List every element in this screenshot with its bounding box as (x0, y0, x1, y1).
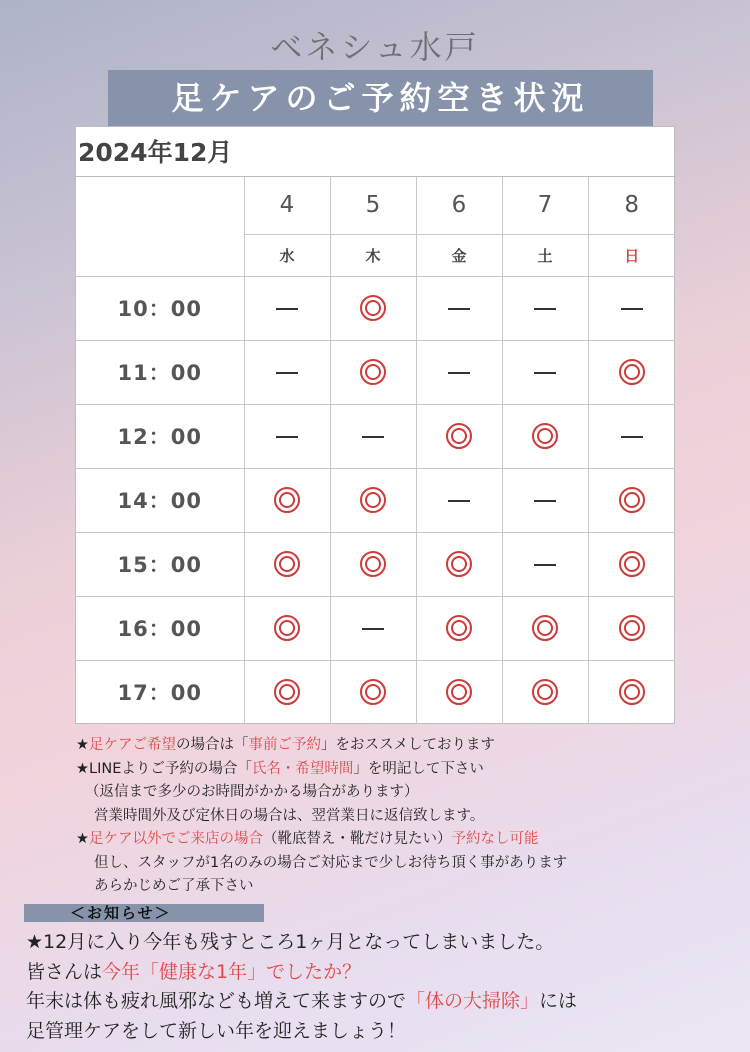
note-line: 但し、スタッフが1名のみの場合ご対応まで少しお待ち頂く事があります (94, 854, 568, 871)
time-label: 15：00 (76, 532, 244, 596)
time-label: 14：00 (76, 468, 244, 532)
time-label: 10：00 (76, 276, 244, 340)
available-mark-icon (360, 679, 386, 705)
news-text: 皆さんは (26, 960, 103, 983)
note-text: の場合は「 (176, 737, 249, 753)
available-mark-icon (274, 487, 300, 513)
slot-cell (502, 276, 588, 340)
slot-cell (330, 404, 416, 468)
availability-table (76, 177, 675, 724)
available-mark-icon (532, 423, 558, 449)
note-text: 」を明記して下さい (353, 760, 484, 777)
note-text: ★ (76, 737, 89, 753)
unavailable-dash-icon (534, 500, 556, 502)
date-header: 7 (502, 177, 588, 234)
slot-cell (588, 468, 675, 532)
slot-cell (244, 596, 330, 660)
time-label: 16：00 (76, 596, 244, 660)
unavailable-dash-icon (448, 500, 470, 502)
slot-cell (416, 596, 502, 660)
time-label: 11：00 (76, 340, 244, 404)
time-slot-row (76, 404, 675, 468)
note-line: 営業時間外及び定休日の場合は、翌営業日に返信致します。 (94, 807, 485, 824)
news-text: 年末は体も疲れ風邪なども増えて来ますので (26, 990, 407, 1012)
slot-cell (330, 468, 416, 532)
available-mark-icon (274, 679, 300, 705)
news-line (26, 987, 746, 1017)
note-line: （返信まで多少のお時間がかかる場合があります） (85, 784, 419, 800)
slot-cell (502, 404, 588, 468)
note-highlight: 足ケア以外でご来店の場合 (89, 831, 263, 847)
slot-cell (244, 404, 330, 468)
slot-cell (588, 276, 675, 340)
note-line (76, 758, 716, 782)
slot-cell (416, 660, 502, 724)
month-label: 2024年12月 (76, 127, 676, 177)
time-slot-row (76, 468, 675, 532)
time-slot-row (76, 660, 675, 724)
news-line: ★12月に入り今年も残すところ1ヶ月となってしまいました。 (26, 931, 555, 953)
slot-cell (244, 468, 330, 532)
date-header: 5 (330, 177, 416, 234)
available-mark-icon (446, 551, 472, 577)
slot-cell (588, 340, 675, 404)
news-body (26, 928, 746, 1046)
weekday-header: 木 (330, 234, 416, 276)
news-text: には (539, 990, 578, 1012)
time-slot-row (76, 596, 675, 660)
page-title-banner: 足ケアのご予約空き状況 (108, 70, 653, 126)
slot-cell (330, 596, 416, 660)
available-mark-icon (619, 487, 645, 513)
slot-cell (330, 340, 416, 404)
slot-cell (502, 532, 588, 596)
news-highlight: 今年「健康な1年」でしたか？ (102, 960, 362, 983)
available-mark-icon (619, 679, 645, 705)
available-mark-icon (619, 359, 645, 385)
date-header: 4 (244, 177, 330, 234)
note-highlight: 事前ご予約 (248, 737, 321, 753)
slot-cell (330, 532, 416, 596)
weekday-header: 金 (416, 234, 502, 276)
available-mark-icon (532, 679, 558, 705)
slot-cell (416, 276, 502, 340)
available-mark-icon (360, 551, 386, 577)
slot-cell (588, 660, 675, 724)
note-line: あらかじめご了承下さい (94, 878, 254, 894)
slot-cell (416, 468, 502, 532)
news-highlight: 「体の大掃除」 (406, 990, 540, 1012)
unavailable-dash-icon (276, 436, 298, 438)
time-label: 17：00 (76, 660, 244, 724)
date-header-row (76, 177, 675, 234)
slot-cell (330, 276, 416, 340)
unavailable-dash-icon (276, 308, 298, 310)
weekday-header-sunday: 日 (588, 234, 675, 276)
unavailable-dash-icon (448, 372, 470, 374)
slot-cell (244, 276, 330, 340)
note-highlight: 予約なし可能 (451, 831, 539, 847)
slot-cell (244, 660, 330, 724)
slot-cell (416, 404, 502, 468)
unavailable-dash-icon (362, 436, 384, 438)
note-highlight: 氏名・希望時間 (251, 760, 354, 777)
note-text: ★LINEよりご予約の場合「 (76, 760, 252, 777)
note-text: ★ (76, 831, 89, 847)
time-slot-row (76, 532, 675, 596)
date-header: 6 (416, 177, 502, 234)
news-line (26, 958, 746, 988)
slot-cell (502, 596, 588, 660)
unavailable-dash-icon (448, 308, 470, 310)
slot-cell (244, 532, 330, 596)
unavailable-dash-icon (621, 436, 643, 438)
unavailable-dash-icon (276, 372, 298, 374)
available-mark-icon (360, 487, 386, 513)
time-slot-row (76, 340, 675, 404)
time-label: 12：00 (76, 404, 244, 468)
note-line (76, 828, 716, 852)
slot-cell (244, 340, 330, 404)
time-slot-row (76, 276, 675, 340)
news-line: 足管理ケアをして新しい年を迎えましょう！ (26, 1019, 407, 1042)
weekday-header: 水 (244, 234, 330, 276)
available-mark-icon (446, 679, 472, 705)
booking-notes (76, 734, 716, 899)
available-mark-icon (619, 551, 645, 577)
available-mark-icon (274, 551, 300, 577)
slot-cell (330, 660, 416, 724)
slot-cell (588, 404, 675, 468)
slot-cell (502, 468, 588, 532)
unavailable-dash-icon (362, 628, 384, 630)
date-header: 8 (588, 177, 675, 234)
available-mark-icon (619, 615, 645, 641)
unavailable-dash-icon (621, 308, 643, 310)
slot-cell (416, 340, 502, 404)
availability-schedule (75, 126, 675, 724)
available-mark-icon (446, 615, 472, 641)
unavailable-dash-icon (534, 372, 556, 374)
available-mark-icon (274, 615, 300, 641)
unavailable-dash-icon (534, 308, 556, 310)
available-mark-icon (532, 615, 558, 641)
news-heading: ＜お知らせ＞ (24, 904, 264, 922)
store-name: ベネシュ水戸 (270, 28, 480, 66)
unavailable-dash-icon (534, 564, 556, 566)
note-text: 」をおススメしております (321, 737, 495, 753)
note-text: （靴底替え・靴だけ見たい） (263, 831, 452, 847)
weekday-header: 土 (502, 234, 588, 276)
slot-cell (502, 340, 588, 404)
slot-cell (588, 532, 675, 596)
note-line (76, 734, 716, 758)
slot-cell (502, 660, 588, 724)
available-mark-icon (446, 423, 472, 449)
slot-cell (416, 532, 502, 596)
available-mark-icon (360, 359, 386, 385)
note-highlight: 足ケアご希望 (89, 737, 176, 753)
available-mark-icon (360, 295, 386, 321)
corner-cell (76, 177, 244, 276)
slot-cell (588, 596, 675, 660)
